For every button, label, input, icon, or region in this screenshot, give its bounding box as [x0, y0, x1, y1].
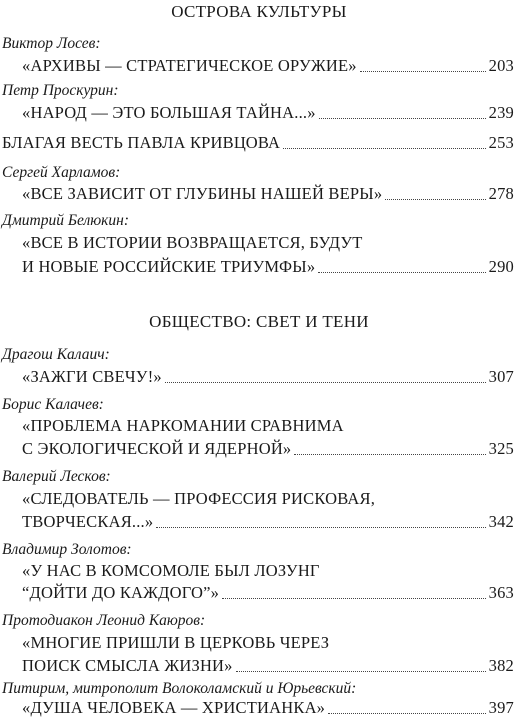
- entry-page-number: 363: [488, 583, 514, 602]
- dot-leader: [236, 670, 486, 672]
- entry-author: Протодиакон Леонид Каюров:: [2, 612, 206, 629]
- entry-title-line: «ПРОБЛЕМА НАРКОМАНИИ СРАВНИМА: [22, 416, 344, 435]
- entry-page-number: 307: [488, 367, 514, 386]
- entry-page-number: 325: [488, 439, 514, 458]
- entry-page-number: 278: [488, 184, 514, 203]
- entry-author: Дмитрий Белюкин:: [2, 212, 129, 229]
- dot-leader: [385, 198, 485, 200]
- entry-author: Борис Калачев:: [2, 396, 104, 413]
- toc-entry-line: [22, 257, 514, 279]
- entry-title: С ЭКОЛОГИЧЕСКОЙ И ЯДЕРНОЙ»: [22, 439, 292, 458]
- entry-title-line: «МНОГИЕ ПРИШЛИ В ЦЕРКОВЬ ЧЕРЕЗ: [22, 633, 330, 652]
- entry-author: Виктор Лосев:: [2, 35, 101, 52]
- dot-leader: [328, 712, 486, 714]
- entry-title: И НОВЫЕ РОССИЙСКИЕ ТРИУМФЫ»: [22, 257, 316, 276]
- entry-title: “ДОЙТИ ДО КАЖДОГО”»: [22, 583, 220, 602]
- entry-page-number: 290: [488, 257, 514, 276]
- entry-author: Питирим, митрополит Волоколамский и Юрьевский:: [2, 680, 357, 697]
- entry-page-number: 253: [488, 133, 514, 152]
- toc-entry-line: [22, 56, 514, 78]
- entry-title: «ВСЕ ЗАВИСИТ ОТ ГЛУБИНЫ НАШЕЙ ВЕРЫ»: [22, 184, 383, 203]
- entry-title: «АРХИВЫ — СТРАТЕГИЧЕСКОЕ ОРУЖИЕ»: [22, 56, 357, 75]
- toc-entry-line: [22, 656, 514, 678]
- entry-page-number: 342: [488, 512, 514, 531]
- entry-author: Петр Проскурин:: [2, 82, 119, 99]
- entry-title: «ЗАЖГИ СВЕЧУ!»: [22, 367, 162, 386]
- entry-page-number: 382: [488, 656, 514, 675]
- dot-leader: [156, 526, 485, 528]
- entry-page-number: 239: [488, 103, 514, 122]
- dot-leader: [319, 117, 486, 119]
- entry-title: БЛАГАЯ ВЕСТЬ ПАВЛА КРИВЦОВА: [2, 133, 281, 152]
- entry-title-line: «ВСЕ В ИСТОРИИ ВОЗВРАЩАЕТСЯ, БУДУТ: [22, 233, 363, 252]
- toc-entry-line: [22, 698, 514, 720]
- entry-author: Валерий Лесков:: [2, 468, 111, 485]
- entry-title: «ДУША ЧЕЛОВЕКА — ХРИСТИАНКА»: [22, 698, 326, 717]
- entry-title: ПОИСК СМЫСЛА ЖИЗНИ»: [22, 656, 233, 675]
- entry-author: Драгош Калаич:: [2, 346, 110, 363]
- dot-leader: [360, 70, 486, 72]
- entry-author: Сергей Харламов:: [2, 164, 121, 181]
- dot-leader: [318, 271, 485, 273]
- toc-entry-line: [2, 133, 514, 155]
- dot-leader: [222, 597, 486, 599]
- toc-entry-line: [22, 512, 514, 534]
- entry-title-line: «У НАС В КОМСОМОЛЕ БЫЛ ЛОЗУНГ: [22, 561, 320, 580]
- entry-title: ТВОРЧЕСКАЯ...»: [22, 512, 154, 531]
- toc-entry-line: [22, 583, 514, 605]
- toc-entry-line: [22, 439, 514, 461]
- dot-leader: [165, 381, 486, 383]
- section-title: ОСТРОВА КУЛЬТУРЫ: [171, 2, 347, 21]
- entry-title: «НАРОД — ЭТО БОЛЬШАЯ ТАЙНА...»: [22, 103, 316, 122]
- toc-entry-line: [22, 367, 514, 389]
- entry-title-line: «СЛЕДОВАТЕЛЬ — ПРОФЕССИЯ РИСКОВАЯ,: [22, 489, 376, 508]
- dot-leader: [283, 147, 485, 149]
- dot-leader: [294, 453, 485, 455]
- toc-entry-line: [22, 103, 514, 125]
- entry-author: Владимир Золотов:: [2, 541, 132, 558]
- section-title: ОБЩЕСТВО: СВЕТ И ТЕНИ: [149, 312, 369, 331]
- entry-page-number: 203: [488, 56, 514, 75]
- toc-entry-line: [22, 184, 514, 206]
- entry-page-number: 397: [488, 698, 514, 717]
